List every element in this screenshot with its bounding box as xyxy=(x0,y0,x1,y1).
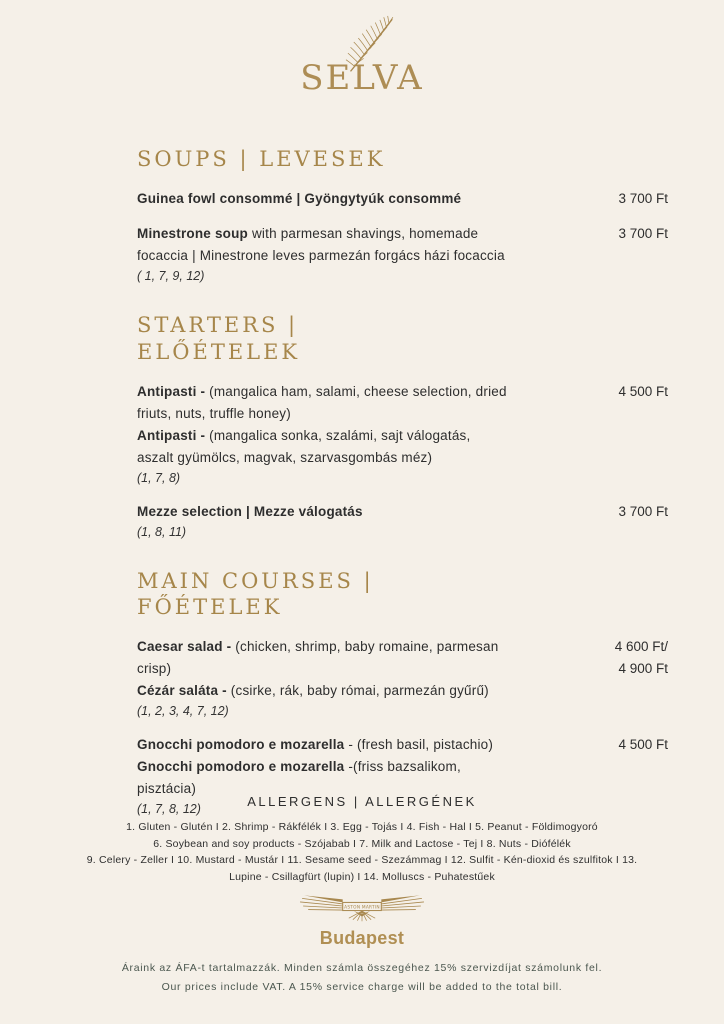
menu-item-mezze-selection xyxy=(137,501,668,542)
item-name: Antipasti - xyxy=(137,427,206,443)
allergen-note: (1, 7, 8, 12) xyxy=(137,802,201,817)
allergen-note: (1, 7, 8) xyxy=(137,470,181,485)
item-title-line xyxy=(137,381,507,425)
section-main-courses xyxy=(137,568,668,820)
menu-content xyxy=(137,146,668,832)
item-name: Antipasti - xyxy=(137,383,206,399)
allergen-legend-line-3: 9. Celery - Zeller I 10. Mustard - Mustár I 11. Sesame seed - Szezámmag I 12. Sulfit - Kén-dioxid és szulfitok I 13. xyxy=(86,854,638,866)
item-name: Mezze selection | Mezze válogatás xyxy=(137,503,363,519)
footer-note-en: Our prices include VAT. A 15% service charge will be added to the total bill. xyxy=(161,981,563,993)
item-title-line xyxy=(137,501,507,523)
item-title-line xyxy=(137,636,507,680)
palm-frond-icon xyxy=(335,14,413,74)
section-heading-main-courses xyxy=(137,568,668,621)
item-name: Caesar salad - xyxy=(137,639,232,655)
section-heading-line: SOUPS | LEVESEK xyxy=(137,147,386,171)
item-title-line xyxy=(137,188,507,210)
item-price: 3 700 Ft xyxy=(618,191,668,207)
item-price: 3 700 Ft xyxy=(618,503,668,519)
item-title-line xyxy=(137,223,507,267)
item-text xyxy=(137,636,507,721)
allergens-heading: ALLERGENS | ALLERGÉNEK xyxy=(247,794,477,809)
item-text xyxy=(137,223,507,286)
section-heading-line: STARTERS | xyxy=(137,313,299,338)
section-soups xyxy=(137,146,668,286)
allergen-legend-line-1: 1. Gluten - Glutén I 2. Shrimp - Rákfélék I 3. Egg - Tojás I 4. Fish - Hal I 5. Peanut - Földimogyoró xyxy=(126,821,598,833)
allergen-legend-line-2: 6. Soybean and soy products - Szójabab I 7. Milk and Lactose - Tej I 8. Nuts - Diófélék xyxy=(153,837,571,850)
footer-notes xyxy=(20,962,704,1000)
item-title-line xyxy=(137,734,507,756)
item-description: (mangalica ham, salami, cheese selection, dried friuts, nuts, truffle honey) xyxy=(137,383,507,421)
menu-item-antipasti xyxy=(137,381,668,488)
allergen-note: ( 1, 7, 9, 12) xyxy=(137,269,205,284)
item-name: Guinea fowl consommé | Gyöngytyúk consommé xyxy=(137,191,462,207)
section-heading-line: FŐÉTELEK xyxy=(137,595,283,619)
allergen-note: (1, 8, 11) xyxy=(137,524,187,539)
item-name: Cézár saláta - xyxy=(137,683,227,699)
aston-martin-logo xyxy=(0,884,724,949)
allergen-legend-line-4: Lupine - Csillagfürt (lupin) I 14. Molluscs - Puhatestűek xyxy=(229,870,495,883)
brand-name: SELVA xyxy=(300,58,424,98)
aston-martin-logo-text: ASTON MARTIN xyxy=(344,905,380,911)
item-name: Minestrone soup xyxy=(137,226,249,242)
item-description: (csirke, rák, baby római, parmezán gyűrű) xyxy=(226,683,489,699)
city-name: Budapest xyxy=(319,928,405,948)
aston-martin-wings-icon xyxy=(296,884,428,930)
item-price: 4 600 Ft/ 4 900 Ft xyxy=(614,639,668,677)
menu-item-caesar-salad xyxy=(137,636,668,721)
allergens-legend xyxy=(40,794,684,885)
footer-note-hu: Áraink az ÁFA-t tartalmazzák. Minden számla összegéhez 15% szervizdíjat számolunk fel. xyxy=(121,962,603,974)
section-starters xyxy=(137,312,668,542)
menu-item-guinea-fowl-consomme xyxy=(137,188,668,210)
menu-item-minestrone-soup xyxy=(137,223,668,286)
item-description: (mangalica sonka, szalámi, sajt válogatás, aszalt gyümölcs, magvak, szarvasgombás méz) xyxy=(137,427,471,465)
item-title-line-hu xyxy=(137,680,507,702)
brand-logo xyxy=(0,14,724,97)
item-description: - (fresh basil, pistachio) xyxy=(344,737,494,753)
item-text xyxy=(137,188,507,210)
item-price: 4 500 Ft xyxy=(618,383,668,399)
item-description: with parmesan shavings, homemade focaccia | Minestrone leves parmezán forgács házi focaccia xyxy=(137,226,505,264)
item-description: -(friss bazsalikom, pisztácia) xyxy=(137,759,461,797)
allergen-note: (1, 2, 3, 4, 7, 12) xyxy=(137,704,229,719)
item-title-line-hu xyxy=(137,425,507,469)
item-name: Gnocchi pomodoro e mozarella xyxy=(137,737,345,753)
item-text xyxy=(137,501,507,542)
item-price: 4 500 Ft xyxy=(618,737,668,753)
item-price: 3 700 Ft xyxy=(618,226,668,242)
item-name: Gnocchi pomodoro e mozarella xyxy=(137,759,345,775)
item-description: (chicken, shrimp, baby romaine, parmesan crisp) xyxy=(137,639,499,677)
section-heading-soups xyxy=(137,146,668,172)
section-heading-starters xyxy=(137,312,668,365)
section-heading-line: MAIN COURSES | xyxy=(137,568,374,593)
item-text xyxy=(137,381,507,488)
section-heading-line: ELŐÉTELEK xyxy=(137,339,301,364)
